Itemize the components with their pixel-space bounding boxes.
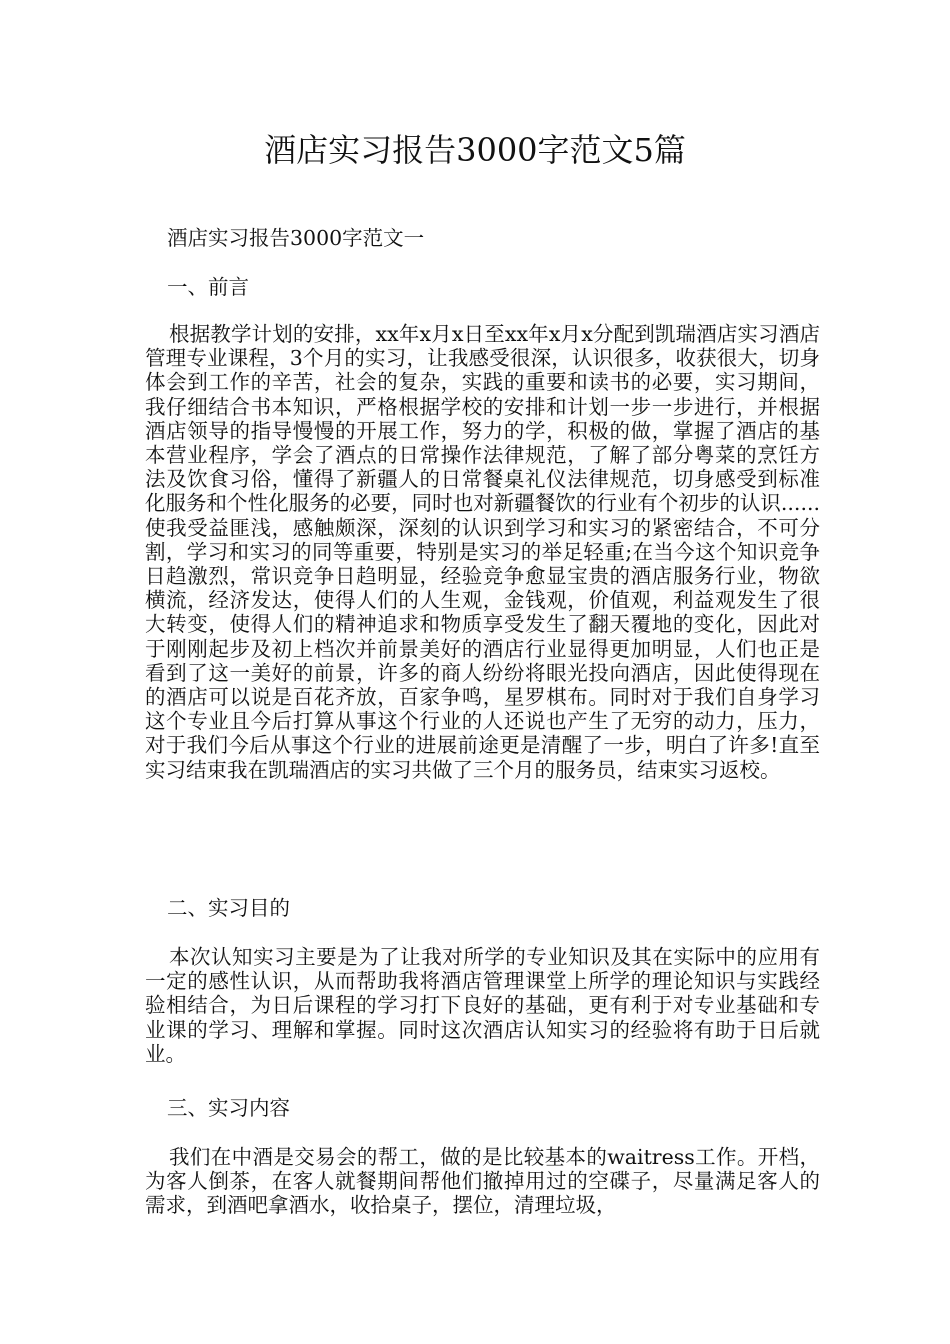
section-paragraph-preface: 根据教学计划的安排，xx年x月x日至xx年x月x分配到凯瑞酒店实习酒店管理专业课程，3个月的实习，让我感受很深，认识很多，收获很大，切身体会到工作的辛苦，社会的复杂，实践的重要和读书的必要，实习期间，我仔细结合书本知识，严格根据学校的安排和计划一步一步进行，并根据酒店领导的指导慢慢的开展工作，努力的学，积极的做，掌握了酒店的基本营业程序，学会了酒点的日常操作法律规范，了解了部分粤菜的烹饪方法及饮食习俗，懂得了新疆人的日常餐桌礼仪法律规范，切身感受到标准化服务和个性化服务的必要，同时也对新疆餐饮的行业有个初步的认识......使我受益匪浅，感触颇深，深刻的认识到学习和实习的紧密结合，不可分割，学习和实习的同等重要，特别是实习的举足轻重;在当今这个知识竞争日趋激烈，常识竞争日趋明显，经验竞争愈显宝贵的酒店服务行业，物欲横流，经济发达，使得人们的人生观，金钱观，价值观，利益观发生了很大转变，使得人们的精神追求和物质享受发生了翻天覆地的变化，因此对于刚刚起步及初上档次并前景美好的酒店行业显得更加明显，人们也正是看到了这一美好的前景，许多的商人纷纷将眼光投向酒店，因此使得现在的酒店可以说是百花齐放，百家争鸣，星罗棋布。同时对于我们自身学习这个专业且今后打算从事这个行业的人还说也产生了无穷的动力，压力，对于我们今后从事这个行业的进展前途更是清醒了一步，明白了许多!直至实习结束我在凯瑞酒店的实习共做了三个月的服务员，结束实习返校。 xyxy=(145,322,820,782)
section-heading-purpose: 二、实习目的 xyxy=(167,896,290,920)
section-paragraph-content: 我们在中酒是交易会的帮工，做的是比较基本的waitress工作。开档，为客人倒茶，在客人就餐期间帮他们撤掉用过的空碟子，尽量满足客人的需求，到酒吧拿酒水，收拾桌子，摆位，清理垃圾， xyxy=(145,1145,820,1218)
section-heading-content: 三、实习内容 xyxy=(167,1096,290,1120)
document-subtitle: 酒店实习报告3000字范文一 xyxy=(167,226,425,250)
document-title: 酒店实习报告3000字范文5篇 xyxy=(264,131,686,169)
section-paragraph-purpose: 本次认知实习主要是为了让我对所学的专业知识及其在实际中的应用有一定的感性认识，从而帮助我将酒店管理课堂上所学的理论知识与实践经验相结合，为日后课程的学习打下良好的基础，更有利于对专业基础和专业课的学习、理解和掌握。同时这次酒店认知实习的经验将有助于日后就业。 xyxy=(145,945,820,1066)
section-heading-preface: 一、前言 xyxy=(167,275,249,299)
